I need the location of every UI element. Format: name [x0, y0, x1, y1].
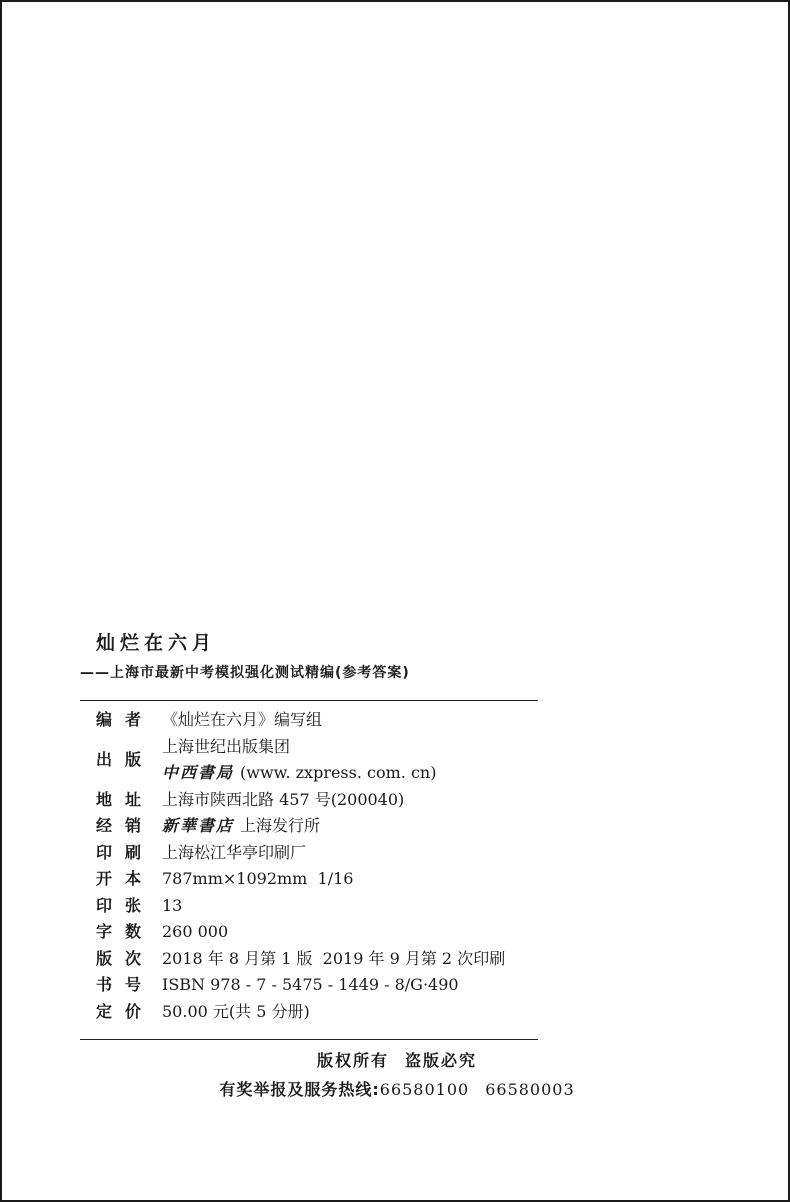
distributor-value: 上海发行所 [240, 816, 321, 835]
hotline-notice [2, 1077, 790, 1100]
cip-row-sheets [80, 893, 538, 920]
address-label: 地址 [96, 789, 155, 809]
editor-label: 编者 [96, 710, 155, 729]
distributor-value-wrap [162, 813, 538, 840]
cip-row-editor [80, 707, 538, 734]
edition-label: 版次 [96, 948, 155, 968]
printer-value: 上海松江华亭印刷厂 [162, 842, 307, 862]
book-title: 灿烂在六月 [96, 632, 217, 654]
format-value: 787mm×1092mm 1/16 [162, 869, 354, 888]
cip-rows [80, 707, 538, 1025]
piracy-notice: 盗版必究 [405, 1051, 478, 1070]
words-label: 字数 [96, 922, 155, 941]
price-label: 定价 [96, 1001, 155, 1021]
cip-row-words [80, 919, 538, 946]
cip-row-distributor [80, 813, 538, 840]
publisher-name: 上海世纪出版集团 [162, 736, 291, 756]
publisher-value [162, 734, 538, 787]
sheets-value: 13 [162, 895, 183, 915]
book-subtitle: ——上海市最新中考模拟强化测试精编(参考答案) [80, 665, 410, 681]
cip-row-price [80, 999, 538, 1026]
cip-row-printer [80, 840, 538, 867]
top-divider [80, 700, 538, 701]
publisher-url: (www. zxpress. com. cn) [240, 763, 437, 782]
isbn-label: 书号 [96, 975, 155, 994]
bottom-divider [80, 1039, 538, 1040]
distributor-label: 经销 [96, 816, 155, 835]
xinhua-logo: 新華書店 [162, 816, 235, 835]
price-value: 50.00 元(共 5 分册) [162, 1001, 310, 1021]
sheets-label: 印张 [96, 895, 155, 915]
hotline-number-2: 66580003 [485, 1080, 575, 1099]
publisher-label: 出版 [96, 749, 155, 769]
hotline-label: 有奖举报及服务热线: [219, 1080, 380, 1099]
address-value: 上海市陕西北路 457 号(200040) [162, 789, 405, 809]
rights-notice [2, 1048, 790, 1071]
format-label: 开本 [96, 869, 155, 888]
hotline-number-1: 66580100 [379, 1080, 470, 1099]
printer-label: 印刷 [96, 842, 155, 862]
editor-value: 《灿烂在六月》编写组 [162, 710, 323, 729]
edition-value: 2018 年 8 月第 1 版 2019 年 9 月第 2 次印刷 [162, 948, 506, 968]
cip-row-address [80, 787, 538, 814]
cip-row-isbn [80, 972, 538, 999]
cip-row-format [80, 866, 538, 893]
isbn-value: ISBN 978 - 7 - 5475 - 1449 - 8/G·490 [162, 975, 459, 994]
publisher-imprint-line [162, 760, 538, 787]
imprint-logo: 中西書局 [162, 763, 235, 782]
cip-row-publisher [80, 734, 538, 787]
cip-row-edition [80, 946, 538, 973]
cip-block [80, 630, 538, 1040]
words-value: 260 000 [162, 922, 229, 941]
rights-reserved: 版权所有 [316, 1051, 389, 1070]
